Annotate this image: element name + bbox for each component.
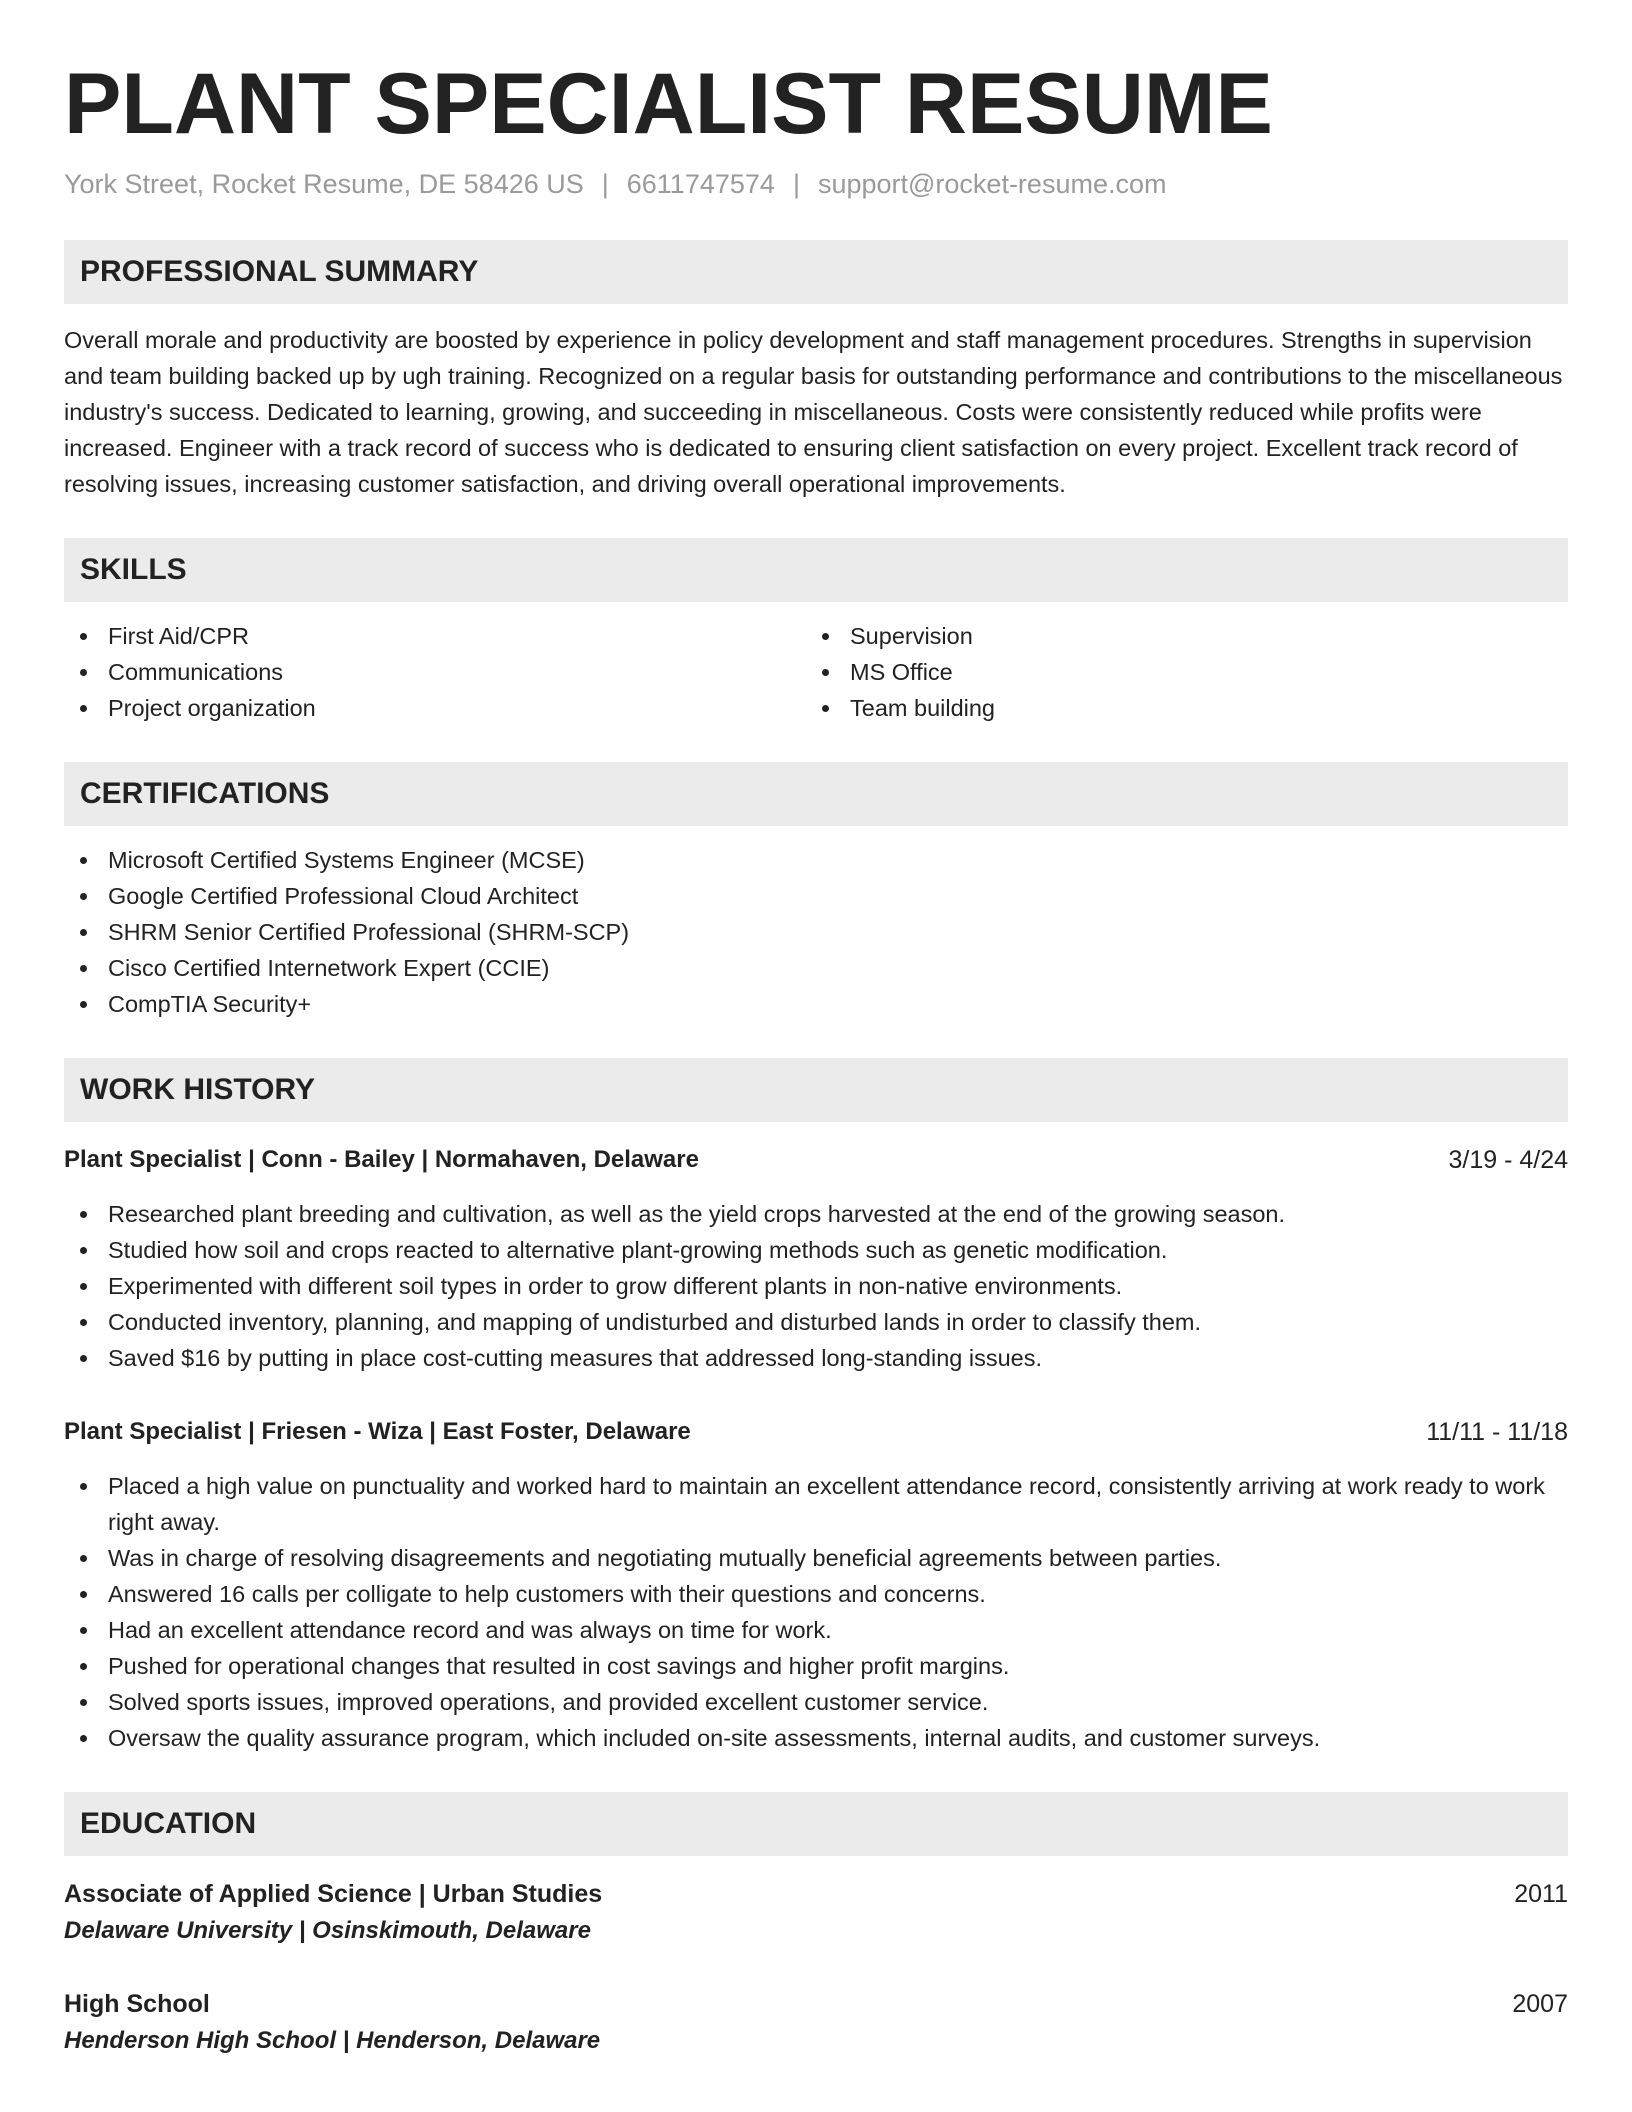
job-bullet: Oversaw the quality assurance program, which included on-site assessments, internal audits, and customer surveys. xyxy=(64,1720,1568,1756)
skill-item: Project organization xyxy=(64,690,806,726)
job-title: Plant Specialist | Conn - Bailey | Normahaven, Delaware xyxy=(64,1146,699,1173)
job-bullet: Experimented with different soil types in order to grow different plants in non-native environments. xyxy=(64,1268,1568,1304)
education-degree: High School xyxy=(64,1990,210,2018)
contact-separator: | xyxy=(601,169,609,199)
contact-separator: | xyxy=(792,169,800,199)
job-bullet: Saved $16 by putting in place cost-cutting measures that addressed long-standing issues. xyxy=(64,1340,1568,1376)
education-header xyxy=(64,1876,1568,1912)
education-entry xyxy=(64,1986,1568,2060)
job-bullets xyxy=(64,1468,1568,1756)
job-header xyxy=(64,1414,1568,1450)
job-bullet: Conducted inventory, planning, and mapping of undisturbed and disturbed lands in order to classify them. xyxy=(64,1304,1568,1340)
section-header-certifications: CERTIFICATIONS xyxy=(64,762,1568,826)
section-header-skills: SKILLS xyxy=(64,538,1568,602)
job-bullet: Studied how soil and crops reacted to alternative plant-growing methods such as genetic modification. xyxy=(64,1232,1568,1268)
education-year: 2011 xyxy=(1514,1880,1568,1908)
certifications-list xyxy=(64,842,1568,1022)
education-header xyxy=(64,1986,1568,2022)
skill-item: MS Office xyxy=(806,654,1548,690)
certification-item: CompTIA Security+ xyxy=(64,986,1568,1022)
resume-title: PLANT SPECIALIST RESUME xyxy=(64,56,1273,152)
contact-line xyxy=(64,166,1568,202)
job-entry xyxy=(64,1142,1568,1376)
skills-column-right xyxy=(806,618,1548,726)
job-header xyxy=(64,1142,1568,1178)
job-bullet: Was in charge of resolving disagreements and negotiating mutually beneficial agreements between parties. xyxy=(64,1540,1568,1576)
job-bullet: Solved sports issues, improved operations, and provided excellent customer service. xyxy=(64,1684,1568,1720)
contact-email: support@rocket-resume.com xyxy=(817,169,1167,199)
skills-column-left xyxy=(64,618,806,726)
section-header-education: EDUCATION xyxy=(64,1792,1568,1856)
skill-item: Supervision xyxy=(806,618,1548,654)
summary-text: Overall morale and productivity are boosted by experience in policy development and staff management procedures. Strengths in supervision and team building backed up by ugh training. Recognized on a regular basis for outstanding performance and contributions to the miscellaneous industry's success. Dedicated to learning, growing, and succeeding in miscellaneous. Costs were consistently reduced while profits were increased. Engineer with a track record of success who is dedicated to ensuring client satisfaction on every project. Excellent track record of resolving issues, increasing customer satisfaction, and driving overall operational improvements. xyxy=(64,327,1563,497)
skill-item: First Aid/CPR xyxy=(64,618,806,654)
job-date: 11/11 - 11/18 xyxy=(1426,1418,1568,1446)
certification-item: SHRM Senior Certified Professional (SHRM-SCP) xyxy=(64,914,1568,950)
section-header-summary: PROFESSIONAL SUMMARY xyxy=(64,240,1568,304)
education-year: 2007 xyxy=(1512,1990,1568,2018)
job-bullet: Placed a high value on punctuality and worked hard to maintain an excellent attendance record, consistently arriving at work ready to work right away. xyxy=(64,1468,1568,1540)
job-bullet: Researched plant breeding and cultivation, as well as the yield crops harvested at the end of the growing season. xyxy=(64,1196,1568,1232)
education-degree: Associate of Applied Science | Urban Studies xyxy=(64,1880,603,1908)
job-title: Plant Specialist | Friesen - Wiza | East Foster, Delaware xyxy=(64,1418,691,1445)
certification-item: Cisco Certified Internetwork Expert (CCIE) xyxy=(64,950,1568,986)
certification-item: Google Certified Professional Cloud Architect xyxy=(64,878,1568,914)
education-entry xyxy=(64,1876,1568,1950)
certification-item: Microsoft Certified Systems Engineer (MCSE) xyxy=(64,842,1568,878)
skill-item: Team building xyxy=(806,690,1548,726)
education-school: Delaware University | Osinskimouth, Delaware xyxy=(64,1917,591,1944)
job-bullet: Pushed for operational changes that resulted in cost savings and higher profit margins. xyxy=(64,1648,1568,1684)
job-bullet: Had an excellent attendance record and was always on time for work. xyxy=(64,1612,1568,1648)
contact-phone: 6611747574 xyxy=(626,169,775,199)
skills-list xyxy=(64,618,1568,726)
education-school: Henderson High School | Henderson, Delaware xyxy=(64,2027,601,2054)
skill-item: Communications xyxy=(64,654,806,690)
job-entry xyxy=(64,1414,1568,1756)
contact-address: York Street, Rocket Resume, DE 58426 US xyxy=(64,169,584,199)
job-bullet: Answered 16 calls per colligate to help customers with their questions and concerns. xyxy=(64,1576,1568,1612)
resume-page xyxy=(64,0,1568,2060)
job-date: 3/19 - 4/24 xyxy=(1448,1146,1568,1174)
section-header-work-history: WORK HISTORY xyxy=(64,1058,1568,1122)
job-bullets xyxy=(64,1196,1568,1376)
